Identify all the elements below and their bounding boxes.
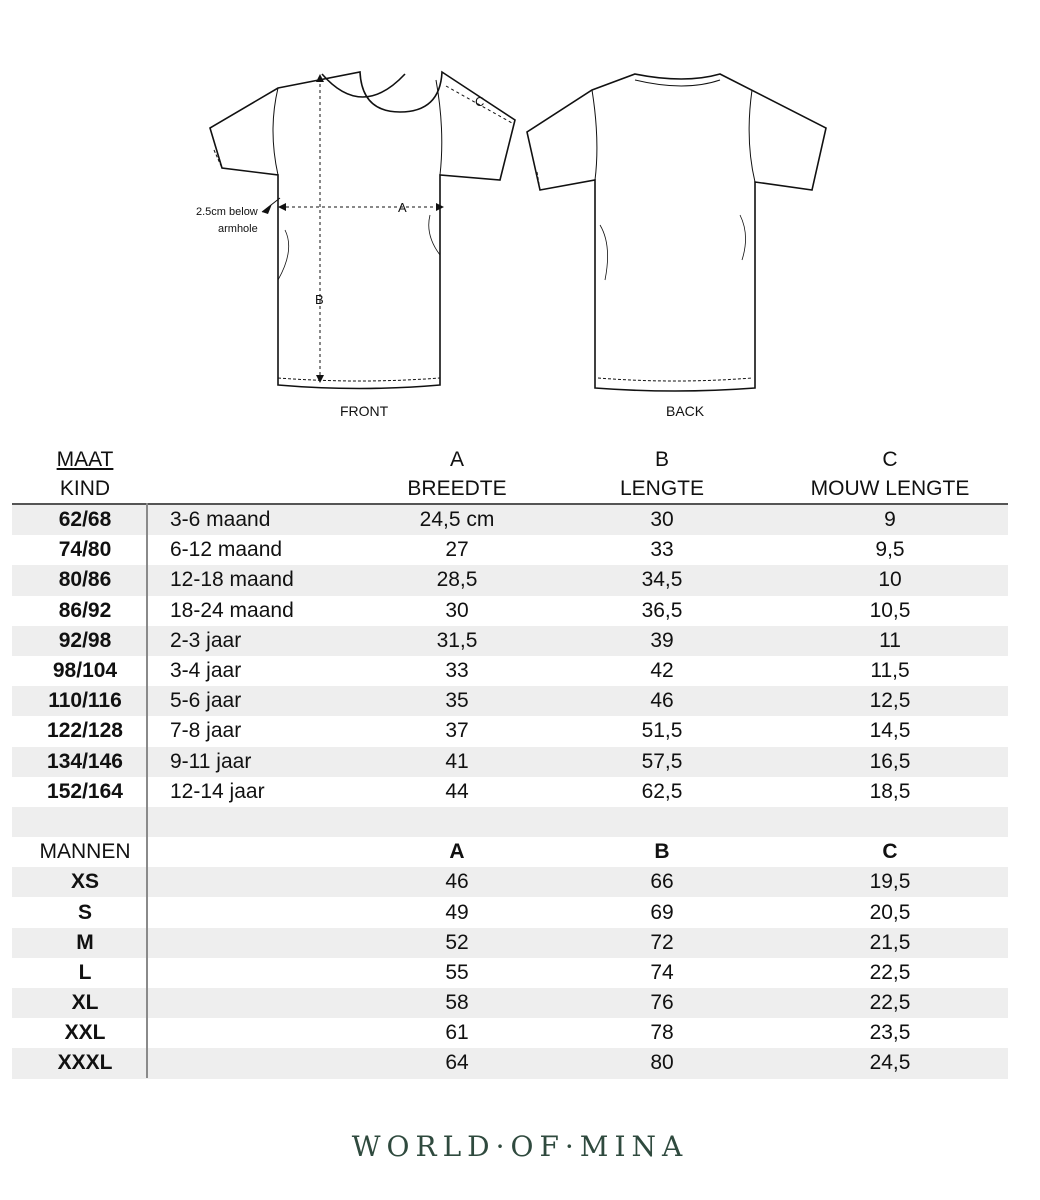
back-label: BACK [666, 403, 705, 419]
note-line1: 2.5cm below [196, 206, 258, 218]
table-row: XL 58 76 22,5 [12, 988, 1008, 1018]
front-label: FRONT [340, 403, 389, 419]
header-size: MAAT KIND [56, 448, 114, 500]
header-a: A BREEDTE [407, 448, 507, 500]
back-shirt [527, 74, 826, 391]
spacer-row [12, 807, 1008, 837]
label-b: B [315, 292, 324, 307]
table-row: 86/92 18-24 maand 30 36,5 10,5 [58, 598, 911, 622]
measure-lines [280, 78, 512, 380]
table-row: 80/86 12-18 maand 28,5 34,5 10 [12, 565, 1008, 595]
men-header: MANNEN A B C [39, 840, 898, 864]
note-line2: armhole [218, 223, 258, 235]
table-row: S 49 69 20,5 [77, 900, 911, 924]
table-row: XXXL 64 80 24,5 [12, 1048, 1008, 1078]
table-row: 134/146 9-11 jaar 41 57,5 16,5 [12, 747, 1008, 777]
table-row: 98/104 3-4 jaar 33 42 11,5 [52, 659, 910, 683]
table-row: L 55 74 22,5 [78, 960, 911, 984]
column-divider [146, 503, 148, 1078]
table-row: 92/98 2-3 jaar 31,5 39 11 [12, 626, 1008, 656]
tshirt-svg [0, 0, 1040, 440]
size-table [12, 445, 1008, 1079]
table-header [12, 445, 1008, 505]
tshirt-diagram [0, 0, 1040, 440]
table-row: 122/128 7-8 jaar 37 51,5 14,5 [47, 719, 911, 743]
header-c: C MOUW LENGTE [810, 448, 970, 500]
table-row: 110/116 5-6 jaar 35 46 12,5 [12, 686, 1008, 716]
header-b: B LENGTE [619, 448, 705, 500]
table-row: XXL 61 78 23,5 [64, 1021, 911, 1045]
table-row: XS 46 66 19,5 [12, 867, 1008, 897]
table-row: 62/68 3-6 maand 24,5 cm 30 9 [12, 505, 1008, 535]
measure-arrows [262, 74, 444, 383]
label-a: A [398, 200, 407, 215]
label-c: C [475, 94, 485, 109]
table-row: 74/80 6-12 maand 27 33 9,5 [58, 538, 905, 562]
men-rows [12, 867, 1008, 1078]
brand-wordmark: WORLD·OF·MINA [351, 1130, 689, 1163]
kids-rows [12, 505, 1008, 807]
table-row: 152/164 12-14 jaar 44 62,5 18,5 [47, 779, 911, 803]
table-row: M 52 72 21,5 [12, 928, 1008, 958]
